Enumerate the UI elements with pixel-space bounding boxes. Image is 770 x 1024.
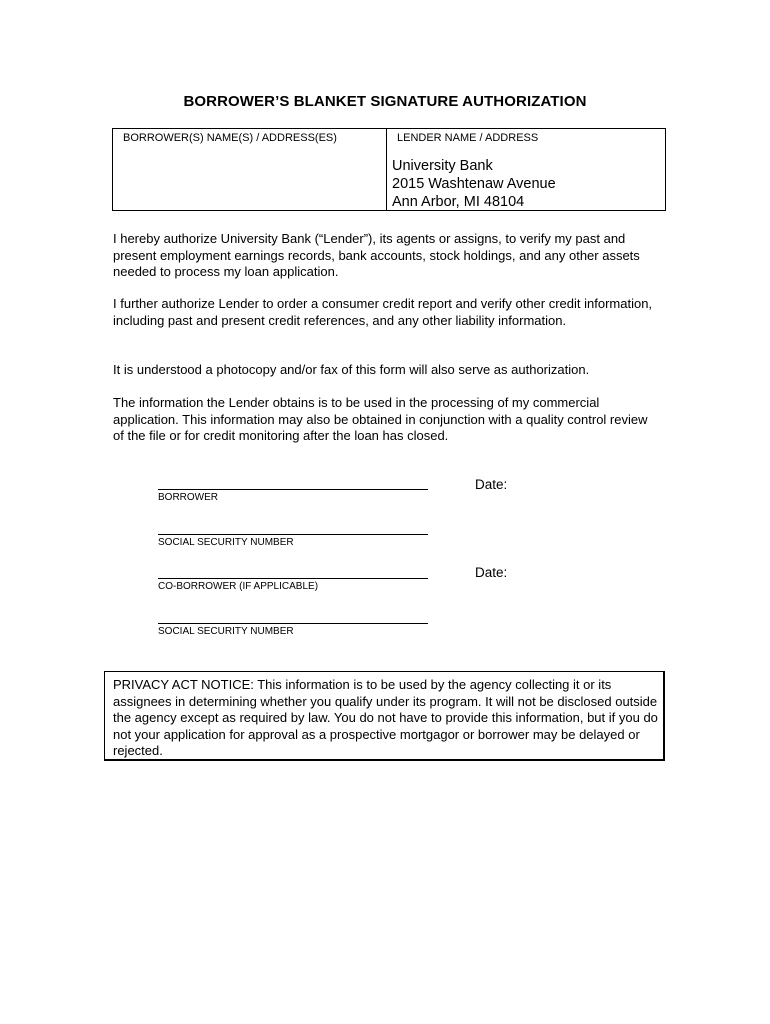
borrower-ssn-line	[158, 534, 428, 535]
coborrower-ssn-label: SOCIAL SECURITY NUMBER	[158, 626, 294, 637]
photocopy-paragraph: It is understood a photocopy and/or fax of this form will also serve as authorization.	[113, 362, 590, 377]
coborrower-date-label: Date:	[475, 565, 508, 580]
borrower-date-label: Date:	[475, 477, 508, 492]
coborrower-ssn-line	[158, 623, 428, 624]
borrower-cell	[113, 129, 387, 210]
borrower-lender-table	[112, 128, 666, 211]
information-use-paragraph: The information the Lender obtains is to be used in the processing of my commercial application. This information may also be obtained in conjunction with a quality control review of the file or for credit monitoring after the loan has closed.	[113, 395, 648, 443]
borrower-header: BORROWER(S) NAME(S) / ADDRESS(ES)	[123, 132, 337, 144]
lender-address	[392, 157, 556, 211]
page-title: BORROWER’S BLANKET SIGNATURE AUTHORIZATION	[183, 93, 587, 110]
borrower-label: BORROWER	[158, 492, 218, 503]
lender-city: Ann Arbor, MI 48104	[392, 194, 525, 210]
lender-name: University Bank	[392, 158, 493, 174]
borrower-signature-line	[158, 489, 428, 490]
credit-report-paragraph: I further authorize Lender to order a consumer credit report and verify other credit information, including past and present credit references, and any other liability information.	[113, 296, 653, 328]
lender-street: 2015 Washtenaw Avenue	[392, 176, 556, 192]
borrower-ssn-label: SOCIAL SECURITY NUMBER	[158, 537, 294, 548]
lender-cell	[387, 129, 665, 210]
privacy-act-notice: PRIVACY ACT NOTICE: This information is to be used by the agency collecting it or its assignees in determining whether you qualify under its program. It will not be disclosed outside the agency except as required by law. You do not have to provide this information, but if you do not your application for approval as a prospective mortgagor or borrower may be delayed or rejected.	[104, 671, 665, 761]
lender-header: LENDER NAME / ADDRESS	[397, 132, 539, 144]
coborrower-label: CO-BORROWER (IF APPLICABLE)	[158, 581, 319, 592]
coborrower-signature-line	[158, 578, 428, 579]
authorization-paragraph: I hereby authorize University Bank (“Lender”), its agents or assigns, to verify my past and present employment earnings records, bank accounts, stock holdings, and any other assets needed to process my loan application.	[113, 231, 640, 279]
